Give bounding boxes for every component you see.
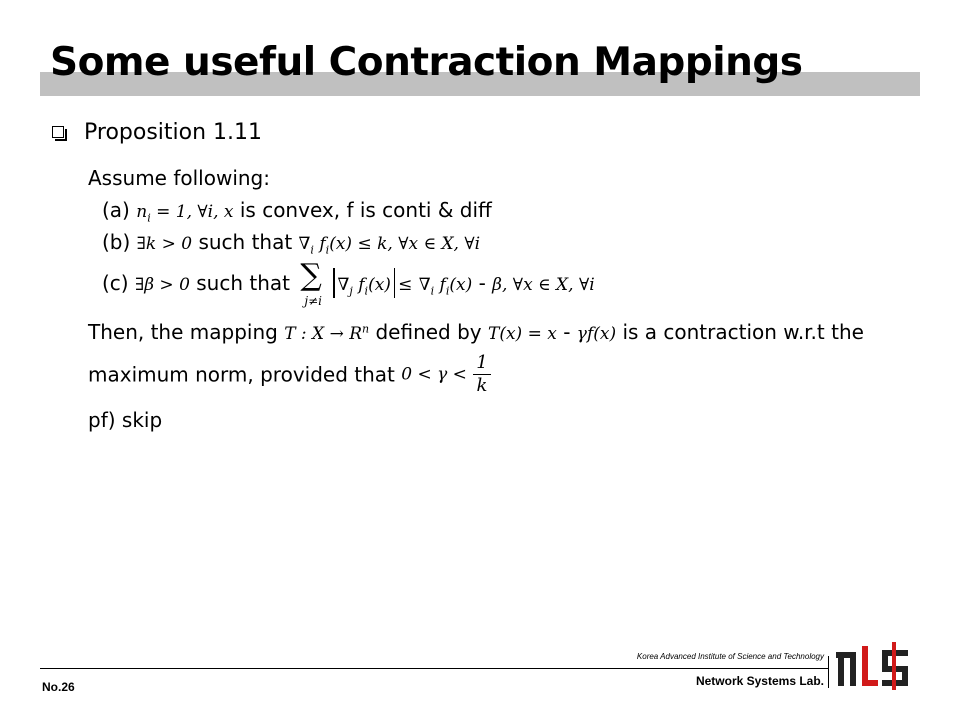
norm-line	[88, 352, 491, 397]
sum-index: j≠i	[304, 294, 322, 308]
proposition-bullet	[52, 116, 262, 148]
logo-n-stem	[838, 652, 844, 686]
minus-sign: -	[478, 271, 486, 295]
gamma-inequality: 0 < γ <	[401, 364, 467, 385]
institute-name: Korea Advanced Institute of Science and Technology	[636, 652, 824, 661]
condition-a	[102, 198, 492, 224]
condition-c	[102, 258, 595, 308]
condition-b-math1: ∃k > 0	[136, 234, 193, 254]
then-text1: Then, the mapping	[88, 320, 278, 344]
condition-b-label: (b)	[102, 230, 131, 254]
abs-bar-left	[333, 268, 334, 298]
proof-line	[88, 408, 162, 432]
then-text3: is a contraction w.r.t the	[622, 320, 864, 344]
square-bullet-icon	[52, 126, 64, 138]
condition-a-math: $n_i = 1$, ∀i, x	[136, 202, 234, 225]
condition-c-math1: ∃β > 0	[134, 275, 190, 295]
grad-i-term: $\nabla_i$ $f_i(x)$	[418, 275, 473, 298]
proposition-label: Proposition 1.11	[84, 119, 263, 145]
then-minus: -	[563, 320, 571, 344]
norm-text: maximum norm, provided that	[88, 362, 395, 387]
sigma-symbol: ∑	[300, 258, 322, 293]
mapping-math: T : $X \to R^n$	[284, 322, 370, 344]
footer-rule	[40, 668, 828, 669]
grad-j-term: $\nabla_j$ $f_i(x)$	[337, 275, 391, 298]
condition-b	[102, 230, 480, 256]
nsl-logo-icon	[834, 640, 918, 692]
condition-c-tail: β, ∀x ∈ X, ∀i	[492, 275, 595, 295]
definition-math1: T(x) = x	[488, 324, 557, 344]
assume-line	[88, 166, 270, 190]
page-number: No.26	[42, 680, 75, 694]
assume-text: Assume following:	[88, 166, 270, 190]
fraction-numerator: 1	[476, 352, 488, 373]
lab-name: Network Systems Lab.	[695, 674, 824, 688]
fraction-denominator: k	[476, 375, 488, 397]
then-text2: defined by	[375, 320, 482, 344]
abs-bar-right	[394, 268, 395, 298]
footer-divider	[828, 656, 829, 688]
slide-title: Some useful Contraction Mappings	[50, 40, 803, 85]
definition-math2: γf(x)	[576, 324, 617, 344]
condition-c-text: such that	[196, 271, 290, 295]
logo-dollar-stroke	[892, 642, 896, 690]
condition-a-label: (a)	[102, 198, 130, 222]
logo-s-left	[882, 650, 888, 668]
condition-b-text: such that	[198, 230, 293, 254]
le-symbol: ≤	[398, 275, 413, 295]
summation	[296, 258, 330, 308]
logo-l-foot	[862, 680, 878, 686]
then-line	[88, 320, 864, 344]
one-over-k-fraction	[473, 352, 491, 397]
condition-c-label: (c)	[102, 271, 129, 295]
logo-n-stem-right	[850, 652, 856, 686]
proof-text: pf) skip	[88, 408, 163, 432]
condition-a-text: is convex, f is conti & diff	[239, 198, 492, 222]
condition-b-math2: $\nabla_i$ $f_i(x) \le k$, ∀x ∈ X, ∀i	[298, 234, 481, 257]
